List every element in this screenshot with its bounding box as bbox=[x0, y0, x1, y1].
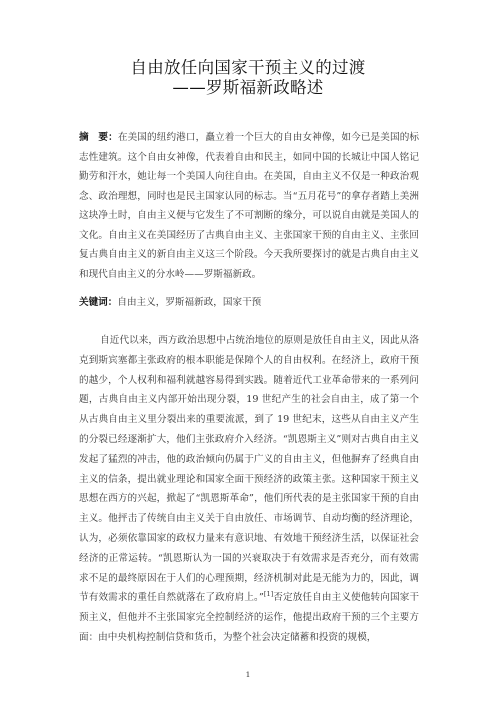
title-block bbox=[0, 58, 496, 98]
body-text-part-2: 否定放任自由主义使他转向国家干预主义，但他并不主张国家完全控制经济的运作，他提出政府干预的三个主要方面：由中央机构控制信贷和货币，为整个社会决定储蓄和投资的规模， bbox=[79, 592, 419, 643]
title-line-2: ——罗斯福新政略述 bbox=[172, 78, 324, 97]
keywords-label: 关键词： bbox=[79, 297, 118, 308]
abstract-label: 摘 要： bbox=[79, 132, 118, 143]
body-paragraph bbox=[79, 331, 419, 667]
keywords bbox=[79, 296, 419, 310]
citation-marker: [1] bbox=[263, 590, 274, 599]
abstract bbox=[79, 128, 419, 284]
title-line-1: 自由放任向国家干预主义的过渡 bbox=[130, 58, 366, 77]
keywords-text: 自由主义，罗斯福新政，国家干预 bbox=[117, 297, 262, 308]
page-number: 1 bbox=[245, 670, 251, 679]
abstract-text: 在美国的纽约港口，矗立着一个巨大的自由女神像，如今已是美国的标志性建筑。这个自由女神像，代表着自由和民主，如同中国的长城让中国人铭记勤劳和汗水，她让每一个美国人向往自由。在美国，自由主义不仅是一种政治观念、政治理想，同时也是民主国家认同的标志。当“五月花号”的拿存者踏上美洲这块净土时，自由主义便与它发生了不可割断的缘分，可以说自由就是美国人的文化。自由主义在美国经历了古典自由主义、主张国家干预的自由主义、主张回复古典自由主义的新自由主义这三个阶段。今天我所要探讨的就是古典自由主义和现代自由主义的分水岭——罗斯福新政。 bbox=[79, 132, 420, 280]
body-text-part-1: 自近代以来，西方政治思想中占统治地位的原则是放任自由主义，因此从洛克到斯宾塞都主张政府的根本职能是保障个人的自由权利。在经济上，政府干预的越少，个人权利和福利就越容易得到实践。随着近代工业革命带来的一系列问题，古典自由主义内部开始出现分裂，19 世纪产生的社会自由主，成了第一个从古典自由主义里分裂出来的重要流派，到了 19 世纪末，这些从自由主义产生的分裂已经逐渐扩大，他们主张政府介入经济。“凯恩斯主义”则对古典自由主义发起了猛烈的冲击，他的政治倾向仍属于广义的自由主义，但他摒弃了经典自由主义的信条，提出就业理论和国家全面干预经济的政策主张。这种国家干预主义思想在西方的兴起，掀起了“凯恩斯革命”，他们所代表的是主张国家干预的自由主义。他抨击了传统自由主义关于自由放任、市场调节、自动均衡的经济理论，认为，必须依靠国家的政权力量来有意识地、有效地干预经济生活，以保证社会经济的正常运转。“凯恩斯认为一国的兴衰取决于有效需求是否充分，而有效需求不足的最终原因在于人们的心理预期，经济机制对此是无能为力的，因此，调节有效需求的重任自然就落在了政府肩上。” bbox=[79, 335, 419, 604]
